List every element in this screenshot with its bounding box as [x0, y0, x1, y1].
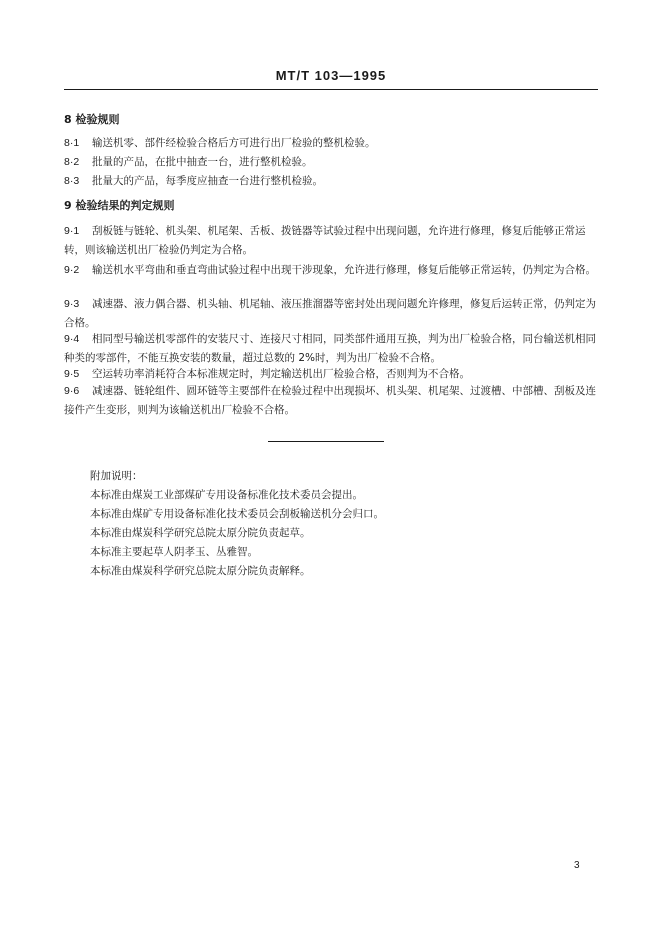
section-9-heading: 9 检验结果的判定规则 — [64, 199, 175, 212]
page-number: 3 — [574, 860, 580, 871]
clause-8-3 — [64, 172, 598, 191]
clause-9-3 — [64, 295, 598, 333]
clause-8-2 — [64, 153, 598, 172]
clause-text: 输送机水平弯曲和垂直弯曲试验过程中出现干涉现象，允许进行修理，修复后能够正常运转，仍判定为合格。 — [92, 264, 596, 276]
clause-text: 批量的产品，在批中抽查一台，进行整机检验。 — [92, 156, 313, 168]
clause-number: 9·4 — [64, 333, 80, 345]
clause-number: 8·2 — [64, 156, 80, 168]
note-line: 本标准主要起草人阴孝玉、丛雅智。 — [90, 546, 258, 558]
note-line: 本标准由煤炭工业部煤矿专用设备标准化技术委员会提出。 — [90, 489, 363, 501]
section-divider — [268, 441, 384, 442]
note-line: 本标准由煤炭科学研究总院太原分院负责解释。 — [90, 565, 311, 577]
clause-9-6 — [64, 382, 598, 420]
clause-number: 8·1 — [64, 137, 80, 149]
clause-text: 空运转功率消耗符合本标准规定时，判定输送机出厂检验合格，否则判为不合格。 — [92, 368, 470, 380]
clause-text: 减速器、液力偶合器、机头轴、机尾轴、液压推溜器等密封处出现问题允许修理，修复后运转正常，仍判定为合格。 — [64, 298, 596, 329]
clause-number: 9·1 — [64, 225, 80, 237]
clause-number: 9·6 — [64, 385, 80, 397]
clause-9-2 — [64, 261, 598, 280]
note-line: 本标准由煤矿专用设备标准化技术委员会刮板输送机分会归口。 — [90, 508, 384, 520]
clause-text: 输送机零、部件经检验合格后方可进行出厂检验的整机检验。 — [92, 137, 376, 149]
clause-text: 减速器、链轮组件、圆环链等主要部件在检验过程中出现损坏、机头架、机尾架、过渡槽、中部槽、刮板及连接件产生变形，则判为该输送机出厂检验不合格。 — [64, 385, 596, 416]
clause-text: 批量大的产品，每季度应抽查一台进行整机检验。 — [92, 175, 323, 187]
notes-title: 附加说明： — [90, 470, 143, 482]
clause-text: 刮板链与链轮、机头架、机尾架、舌板、拨链器等试验过程中出现问题，允许进行修理，修复后能够正常运转，则该输送机出厂检验仍判定为合格。 — [64, 225, 586, 256]
clause-number: 9·3 — [64, 298, 80, 310]
clause-9-4 — [64, 330, 598, 368]
clause-8-1 — [64, 134, 598, 153]
clause-9-1 — [64, 222, 598, 260]
clause-number: 8·3 — [64, 175, 80, 187]
clause-number: 9·5 — [64, 368, 80, 380]
section-8-heading: 8 检验规则 — [64, 113, 120, 126]
standard-code-header: MT/T 103—1995 — [275, 68, 387, 83]
header-rule — [64, 89, 598, 90]
clause-text: 相同型号输送机零部件的安装尺寸、连接尺寸相同，同类部件通用互换，判为出厂检验合格，同台输送机相同种类的零部件，不能互换安装的数量，超过总数的 2%时，判为出厂检验不合格。 — [64, 333, 596, 364]
additional-notes — [90, 467, 590, 581]
note-line: 本标准由煤炭科学研究总院太原分院负责起草。 — [90, 527, 311, 539]
clause-number: 9·2 — [64, 264, 80, 276]
